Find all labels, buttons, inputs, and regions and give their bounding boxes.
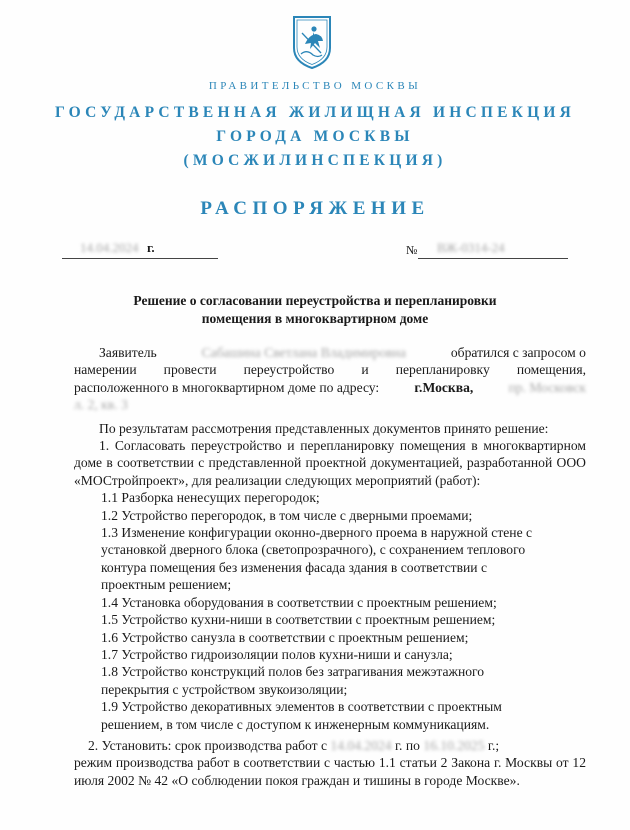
title-line-2: помещения в многоквартирном доме — [201, 311, 429, 326]
work-item-1-7: 1.7 Устройство гидроизоляции полов кухни-ниши и санузла; — [101, 646, 453, 662]
work-item-1-9: 1.9 Устройство декоративных элементов в соответствии с проектным решением, в том числе с доступом к инженерным коммуникациям. — [101, 699, 502, 732]
work-item-1-8: 1.8 Устройство конструкций полов без затрагивания межэтажного перекрытия с устройством звукоизоляции; — [101, 664, 485, 697]
number-underline — [418, 258, 568, 259]
applicant-line-3 — [74, 379, 586, 396]
document-number: ВЖ-0314-24 — [437, 240, 505, 255]
applicant-address-a: пр. Московск — [508, 379, 586, 395]
title-line-1: Решение о согласовании переустройства и перепланировки — [133, 293, 497, 308]
item-2-text-b: г.; — [487, 737, 500, 753]
applicant-paragraph — [74, 344, 586, 414]
document-date: 14.04.2024 — [80, 240, 139, 255]
decision-intro: По результатам рассмотрения представленных документов принято решение: — [99, 420, 549, 436]
applicant-text-c: расположенного в многоквартирном доме по адресу: — [74, 379, 380, 395]
inspection-name-line1: ГОСУДАРСТВЕННАЯ ЖИЛИЩНАЯ ИНСПЕКЦИЯ — [55, 104, 575, 121]
date-underline — [62, 258, 218, 259]
inspection-name-line3: (МОСЖИЛИНСПЕКЦИЯ) — [183, 152, 447, 169]
applicant-line-1 — [74, 344, 586, 361]
government-name: ПРАВИТЕЛЬСТВО МОСКВЫ — [208, 80, 422, 92]
work-start-date: 14.04.2024 — [330, 737, 392, 753]
decision-item-1: 1. Согласовать переустройство и перепланировку помещения в многоквартирном доме в соответствии с представленной проектной документацией, разработанной ООО «МОСтройпроект», для реализации следующих мероприятий (работ): — [74, 438, 586, 488]
applicant-address-b: л. 2, кв. 3 — [74, 397, 128, 413]
work-item-1-2: 1.2 Устройство перегородок, в том числе с дверными проемами; — [101, 507, 473, 523]
item-2-text-c: режим производства работ в соответствии с частью 1.1 статьи 2 Закона г. Москвы от 12 июля 2002 № 42 «О соблюдении покоя граждан и тишины в городе Москве». — [74, 755, 586, 788]
work-item-1-4: 1.4 Установка оборудования в соответствии с проектным решением; — [101, 594, 497, 610]
work-item-1-5: 1.5 Устройство кухни-ниши в соответствии с проектным решением; — [101, 612, 496, 628]
item-2-line-1 — [74, 737, 586, 754]
item-2-text-a: 2. Установить: срок производства работ с — [88, 737, 328, 753]
number-label: № — [406, 243, 418, 257]
document-type: РАСПОРЯЖЕНИЕ — [200, 198, 430, 219]
work-item-1-6: 1.6 Устройство санузла в соответствии с проектным решением; — [101, 629, 469, 645]
applicant-city: г.Москва, — [414, 379, 474, 395]
document-body — [74, 344, 586, 789]
applicant-name: Сабашина Светлана Владимировна — [201, 345, 406, 360]
item-2-mid: г. по — [395, 737, 420, 753]
work-end-date: 16.10.2025 — [423, 737, 485, 753]
date-suffix: г. — [147, 240, 155, 255]
document-title — [0, 292, 630, 328]
applicant-text-a: обратился с запросом о — [450, 345, 586, 360]
decision-item-2 — [74, 737, 586, 789]
applicant-line-2: намерении провести переустройство и перепланировку помещения, — [74, 362, 586, 378]
moscow-coat-of-arms-icon — [291, 14, 333, 70]
work-item-1-1: 1.1 Разборка ненесущих перегородок; — [101, 490, 320, 506]
work-item-1-3: 1.3 Изменение конфигурации оконно-дверного проема в наружной стене с установкой дверного блока (светопрозрачного), с сохранением теплового контура помещения без изменения фасада здания в соответствии с проектным решением; — [101, 525, 533, 593]
inspection-name-line2: ГОРОДА МОСКВЫ — [216, 128, 414, 145]
applicant-label: Заявитель — [99, 345, 157, 360]
